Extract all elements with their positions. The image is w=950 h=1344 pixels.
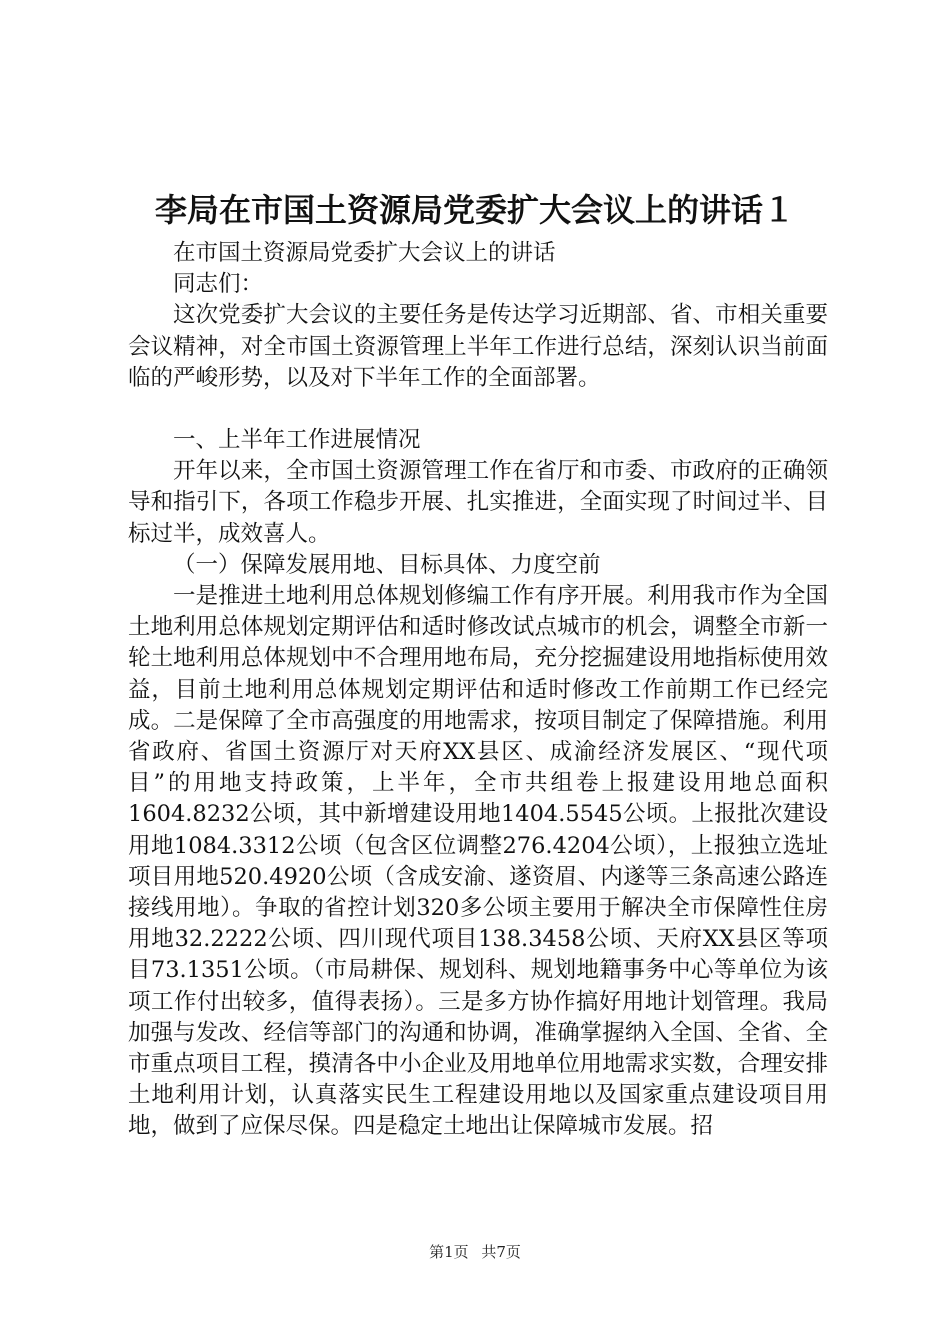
subsection-heading-1: （一）保障发展用地、目标具体、力度空前 xyxy=(173,551,601,578)
intro-paragraph: 这次党委扩大会议的主要任务是传达学习近期部、省、市相关重要会议精神，对全市国土资源管理上半年工作进行总结，深刻认识当前面临的严峻形势，以及对下半年工作的全面部署。 xyxy=(128,302,828,391)
salutation-paragraph: 同志们： xyxy=(173,271,264,298)
section-1-summary-paragraph: 开年以来，全市国土资源管理工作在省厅和市委、市政府的正确领导和指引下，各项工作稳步开展、扎实推进，全面实现了时间过半、目标过半，成效喜人。 xyxy=(128,458,828,547)
subsection-1-body-paragraph: 一是推进土地利用总体规划修编工作有序开展。利用我市作为全国土地利用总体规划定期评估和适时修改试点城市的机会，调整全市新一轮土地利用总体规划中不合理用地布局，充分挖掘建设用地指标使用效益，目前土地利用总体规划定期评估和适时修改工作前期工作已经完成。二是保障了全市高强度的用地需求，按项目制定了保障措施。利用省政府、省国土资源厅对天府XX县区、成渝经济发展区、“现代项目”的用地支持政策，上半年，全市共组卷上报建设用地总面积1604.8232公顷，其中新增建设用地1404.5545公顷。上报批次建设用地1084.3312公顷（包含区位调整276.4204公顷），上报独立选址项目用地520.4920公顷（含成安渝、遂资眉、内遂等三条高速公路连接线用地）。争取的省控计划320多公顷主要用于解决全市保障性住房用地32.2222公顷、四川现代项目138.3458公顷、天府XX县区等项目73.1351公顷。（市局耕保、规划科、规划地籍事务中心等单位为该项工作付出较多，值得表扬）。三是多方协作搞好用地计划管理。我局加强与发改、经信等部门的沟通和协调，准确掌握纳入全国、全省、全市重点项目工程，摸清各中小企业及用地单位用地需求实数，合理安排土地利用计划，认真落实民生工程建设用地以及国家重点建设项目用地，做到了应保尽保。四是稳定土地出让保障城市发展。招 xyxy=(128,583,828,1140)
page-footer xyxy=(0,1242,950,1262)
subtitle-paragraph: 在市国土资源局党委扩大会议上的讲话 xyxy=(173,240,556,266)
page-total: 共7页 xyxy=(481,1243,521,1261)
document-title: 李局在市国土资源局党委扩大会议上的讲话１ xyxy=(154,191,795,229)
document-body xyxy=(128,238,828,1143)
section-heading-1: 一、上半年工作进展情况 xyxy=(173,427,421,454)
page-number: 第1页 xyxy=(429,1243,469,1261)
